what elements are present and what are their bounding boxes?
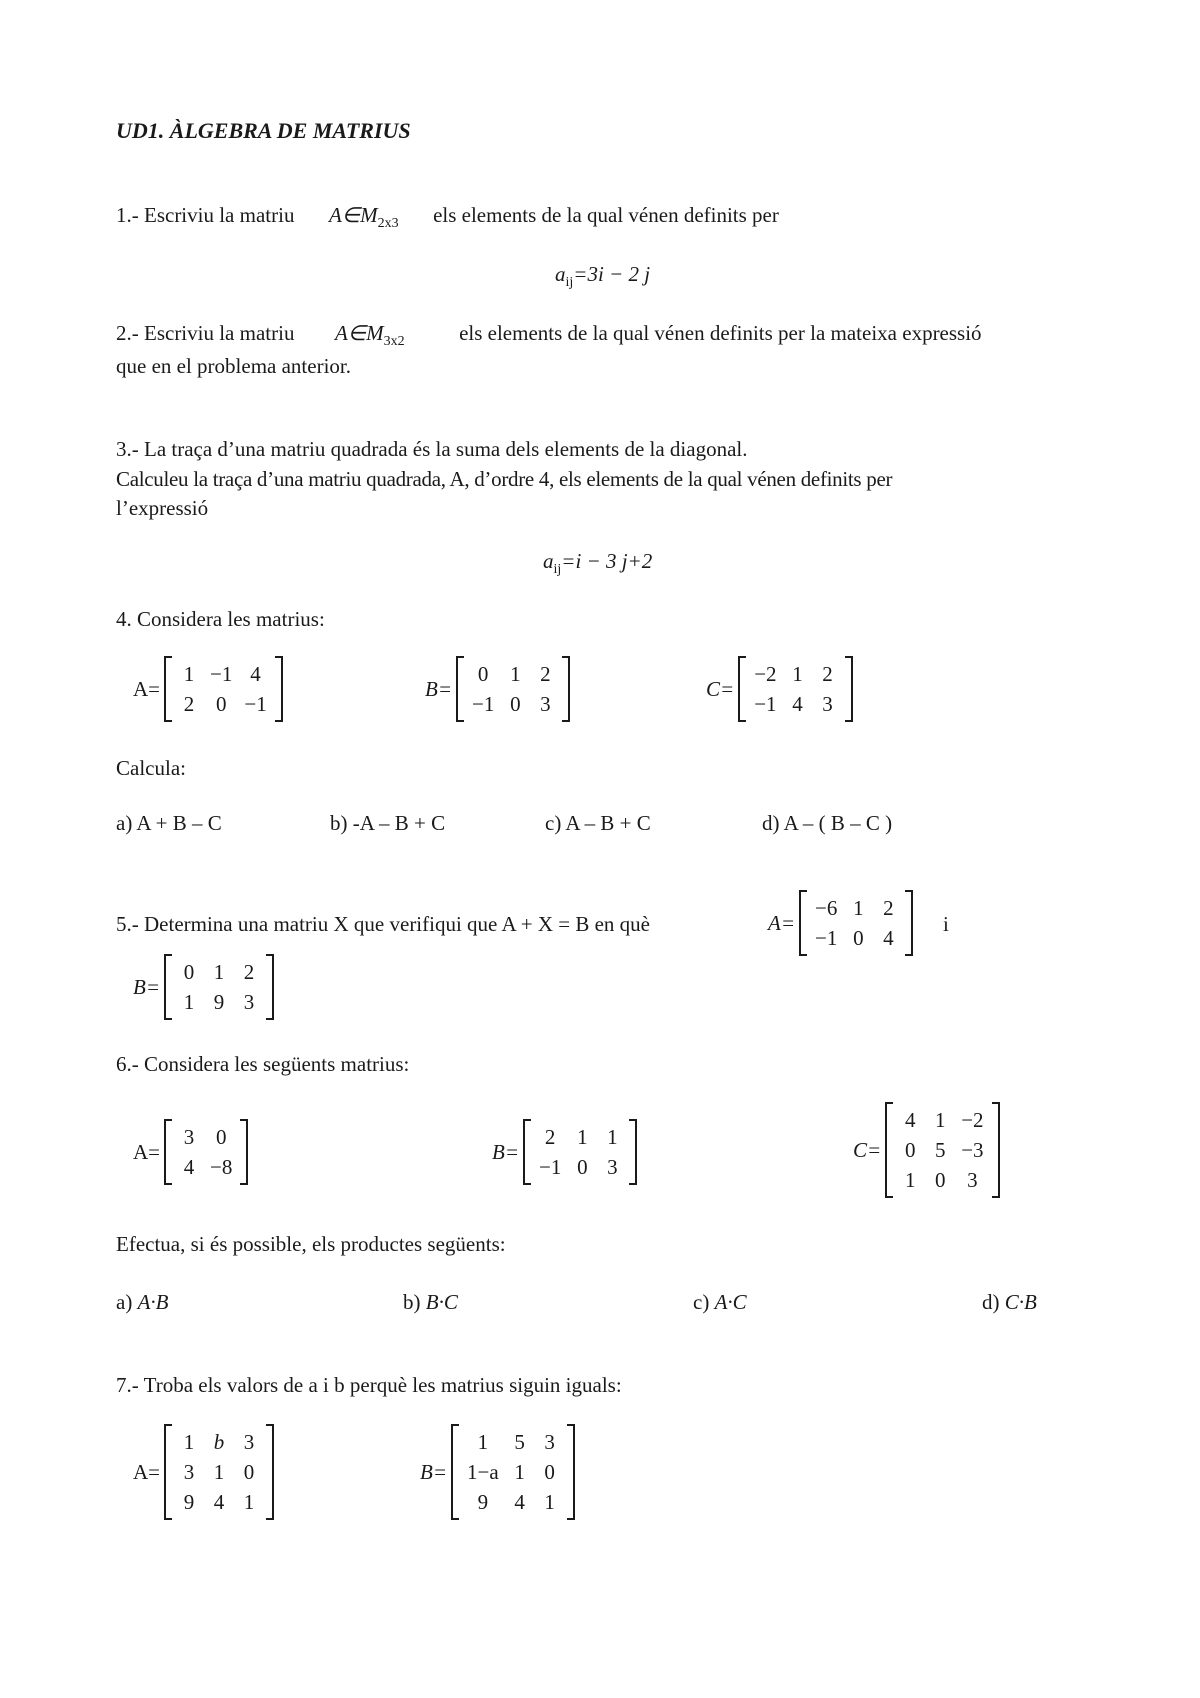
matrix-cell: 0 bbox=[215, 1125, 227, 1149]
matrix-cell: 4 bbox=[250, 662, 261, 686]
matrix-label: B= bbox=[420, 1459, 447, 1484]
matrix-cell: 2 bbox=[540, 662, 551, 686]
matrix-body bbox=[451, 1426, 575, 1518]
problem-4-op-b: b) -A – B + C bbox=[330, 811, 446, 835]
matrix-cell: 0 bbox=[577, 1155, 588, 1179]
formula-sub: ij bbox=[553, 562, 562, 577]
problem-6-op-b bbox=[403, 1290, 458, 1314]
problem-4-op-c: c) A – B + C bbox=[545, 811, 651, 835]
matrix-cell: 0 bbox=[934, 1168, 946, 1192]
p4-matrix-a bbox=[133, 658, 283, 720]
problem-6-op-d bbox=[982, 1290, 1037, 1314]
matrix-cell: −2 bbox=[961, 1108, 984, 1132]
op-expr: A·B bbox=[137, 1290, 169, 1314]
matrix-cell: 0 bbox=[243, 1460, 255, 1484]
matrix-cell: −8 bbox=[210, 1155, 233, 1179]
matrix-label: A= bbox=[133, 1459, 161, 1484]
matrix-cell: 1 bbox=[544, 1490, 555, 1514]
problem-1-text-a: 1.- Escriviu la matriu bbox=[116, 203, 295, 227]
matrix-label: A= bbox=[133, 676, 161, 701]
matrix-body bbox=[164, 956, 274, 1018]
matrix-cell: 1 bbox=[607, 1125, 618, 1149]
matrix-cell: 5 bbox=[514, 1430, 525, 1454]
op-prefix: a) bbox=[116, 1290, 138, 1314]
problem-2-math: A∈M bbox=[334, 321, 384, 345]
problem-1-math: A∈M bbox=[328, 203, 378, 227]
matrix-cell: 3 bbox=[243, 990, 255, 1014]
matrix-cell: 3 bbox=[544, 1430, 555, 1454]
matrix-cell: 1 bbox=[243, 1490, 255, 1514]
op-prefix: d) bbox=[982, 1290, 1005, 1314]
matrix-cell: −2 bbox=[754, 662, 777, 686]
p7-matrix-a bbox=[133, 1426, 274, 1518]
matrix-cell: 2 bbox=[183, 692, 195, 716]
problem-6-op-c bbox=[693, 1290, 747, 1314]
matrix-cell: −1 bbox=[815, 926, 838, 950]
problem-1-formula bbox=[555, 262, 650, 291]
formula-sub: ij bbox=[565, 275, 574, 290]
matrix-body bbox=[799, 892, 913, 954]
matrix-label: A= bbox=[768, 910, 795, 935]
matrix-body bbox=[456, 658, 570, 720]
p6-matrix-c bbox=[853, 1104, 1000, 1196]
matrix-cell: 0 bbox=[853, 926, 864, 950]
matrix-cell: 9 bbox=[213, 990, 225, 1014]
problem-4-op-a: a) A + B – C bbox=[116, 811, 222, 835]
matrix-cell: 4 bbox=[904, 1108, 916, 1132]
formula-lhs: a bbox=[543, 549, 554, 573]
matrix-cell: 0 bbox=[904, 1138, 916, 1162]
matrix-cell: 1 bbox=[183, 990, 195, 1014]
matrix-cell: 4 bbox=[183, 1155, 195, 1179]
matrix-cell: 2 bbox=[544, 1125, 556, 1149]
matrix-cell: 1 bbox=[577, 1125, 588, 1149]
matrix-cell: 9 bbox=[477, 1490, 489, 1514]
p6-matrix-a bbox=[133, 1121, 248, 1183]
op-expr: A·C bbox=[714, 1290, 747, 1314]
matrix-cell: 1 bbox=[934, 1108, 946, 1132]
matrix-cell: 1 bbox=[183, 1430, 195, 1454]
matrix-cell: 1 bbox=[792, 662, 803, 686]
problem-4-intro: 4. Considera les matrius: bbox=[116, 607, 325, 631]
matrix-body bbox=[738, 658, 852, 720]
formula-rhs: =3i − 2 j bbox=[573, 262, 651, 286]
matrix-body bbox=[523, 1121, 637, 1183]
matrix-cell: 1 bbox=[853, 896, 864, 920]
op-expr: B·C bbox=[425, 1290, 458, 1314]
p5-matrix-b bbox=[133, 956, 274, 1018]
matrix-cell: −3 bbox=[961, 1138, 984, 1162]
problem-3-line-1: 3.- La traça d’una matriu quadrada és la suma dels elements de la diagonal. bbox=[116, 437, 748, 461]
problem-1-line bbox=[116, 203, 779, 232]
problem-3-line-3: l’expressió bbox=[116, 496, 209, 520]
matrix-cell: 0 bbox=[544, 1460, 555, 1484]
p4-matrix-b bbox=[425, 658, 570, 720]
matrix-cell: −1 bbox=[539, 1155, 562, 1179]
problem-2-line bbox=[116, 321, 982, 350]
matrix-body bbox=[885, 1104, 999, 1196]
matrix-cell: 3 bbox=[540, 692, 551, 716]
problem-6-intro: 6.- Considera les següents matrius: bbox=[116, 1052, 410, 1076]
matrix-cell: 1 bbox=[514, 1460, 525, 1484]
matrix-cell: 0 bbox=[183, 960, 195, 984]
problem-6-op-a bbox=[116, 1290, 168, 1314]
matrix-cell: 1 bbox=[510, 662, 521, 686]
matrix-label: B= bbox=[133, 974, 160, 999]
matrix-cell: 2 bbox=[822, 662, 833, 686]
problem-2-text-c: que en el problema anterior. bbox=[116, 354, 351, 378]
matrix-body bbox=[164, 658, 283, 720]
problem-2-text-a: 2.- Escriviu la matriu bbox=[116, 321, 295, 345]
matrix-cell: 1 bbox=[477, 1430, 489, 1454]
matrix-cell: 5 bbox=[934, 1138, 946, 1162]
matrix-cell: 3 bbox=[967, 1168, 978, 1192]
matrix-label: C= bbox=[706, 676, 735, 701]
matrix-cell: b bbox=[213, 1430, 225, 1454]
matrix-cell: 3 bbox=[183, 1125, 195, 1149]
matrix-label: B= bbox=[425, 676, 452, 701]
problem-3-formula bbox=[543, 549, 652, 578]
matrix-cell: 1−a bbox=[467, 1460, 499, 1484]
matrix-cell: 0 bbox=[510, 692, 521, 716]
formula-rhs: =i − 3 j+2 bbox=[561, 549, 653, 573]
matrix-cell: 0 bbox=[215, 692, 227, 716]
problem-7-intro: 7.- Troba els valors de a i b perquè les matrius siguin iguals: bbox=[116, 1373, 622, 1397]
matrix-cell: 1 bbox=[213, 960, 225, 984]
problem-5-text: 5.- Determina una matriu X que verifiqui que A + X = B en què bbox=[116, 912, 650, 936]
matrix-cell: 0 bbox=[477, 662, 489, 686]
matrix-cell: 1 bbox=[213, 1460, 225, 1484]
matrix-cell: −1 bbox=[210, 662, 233, 686]
problem-4-calcula: Calcula: bbox=[116, 756, 186, 780]
matrix-cell: 4 bbox=[213, 1490, 225, 1514]
p5-matrix-a bbox=[768, 892, 913, 954]
problem-5-conj: i bbox=[943, 912, 949, 936]
matrix-label: B= bbox=[492, 1139, 519, 1164]
matrix-cell: 2 bbox=[243, 960, 255, 984]
problem-6-efectua: Efectua, si és possible, els productes següents: bbox=[116, 1232, 506, 1256]
page-title: UD1. ÀLGEBRA DE MATRIUS bbox=[116, 118, 411, 143]
matrix-cell: 1 bbox=[904, 1168, 916, 1192]
matrix-cell: 2 bbox=[883, 896, 894, 920]
matrix-cell: 4 bbox=[792, 692, 803, 716]
op-prefix: b) bbox=[403, 1290, 426, 1314]
matrix-body bbox=[164, 1426, 274, 1518]
matrix-cell: 3 bbox=[607, 1155, 618, 1179]
op-expr: C·B bbox=[1004, 1290, 1037, 1314]
matrix-cell: −1 bbox=[244, 692, 267, 716]
problem-1-math-sub: 2x3 bbox=[377, 216, 399, 231]
p4-matrix-c bbox=[706, 658, 853, 720]
matrix-cell: 3 bbox=[822, 692, 833, 716]
matrix-cell: −1 bbox=[472, 692, 495, 716]
matrix-cell: −6 bbox=[815, 896, 838, 920]
problem-2-math-sub: 3x2 bbox=[383, 334, 405, 349]
matrix-cell: 4 bbox=[514, 1490, 525, 1514]
problem-4-op-d: d) A – ( B – C ) bbox=[762, 811, 893, 835]
problem-1-text-b: els elements de la qual vénen definits per bbox=[433, 203, 779, 227]
matrix-cell: 3 bbox=[243, 1430, 255, 1454]
matrix-label: C= bbox=[853, 1137, 882, 1162]
matrix-label: A= bbox=[133, 1139, 161, 1164]
matrix-body bbox=[164, 1121, 248, 1183]
p7-matrix-b bbox=[420, 1426, 575, 1518]
matrix-cell: 1 bbox=[183, 662, 195, 686]
op-prefix: c) bbox=[693, 1290, 715, 1314]
matrix-cell: 4 bbox=[883, 926, 894, 950]
matrix-cell: 3 bbox=[183, 1460, 195, 1484]
matrix-cell: −1 bbox=[754, 692, 777, 716]
problem-3-line-2: Calculeu la traça d’una matriu quadrada, A, d’ordre 4, els elements de la qual vénen definits per bbox=[116, 467, 893, 491]
problem-2-text-b: els elements de la qual vénen definits per la mateixa expressió bbox=[459, 321, 982, 345]
p6-matrix-b bbox=[492, 1121, 637, 1183]
matrix-cell: 9 bbox=[183, 1490, 195, 1514]
formula-lhs: a bbox=[555, 262, 566, 286]
